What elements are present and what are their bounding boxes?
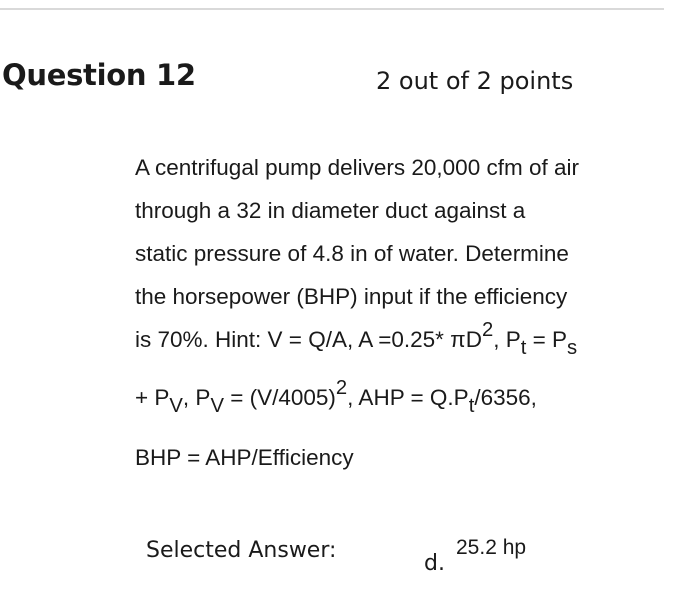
- subscript: V: [169, 395, 183, 418]
- top-divider: [0, 8, 664, 10]
- selected-answer-label: Selected Answer:: [146, 538, 337, 563]
- hint-text: , P: [493, 327, 521, 352]
- question-line: BHP = AHP/Efficiency: [135, 445, 354, 470]
- subscript: s: [567, 337, 578, 360]
- selected-answer-value: 25.2 hp: [456, 536, 527, 559]
- question-line: A centrifugal pump delivers 20,000 cfm of air: [135, 155, 579, 180]
- superscript: 2: [335, 376, 348, 399]
- superscript: 2: [481, 318, 494, 341]
- hint-text: /6356,: [474, 385, 537, 410]
- question-line: the horsepower (BHP) input if the efficiency: [135, 284, 568, 309]
- question-line: static pressure of 4.8 in of water. Determine: [135, 241, 569, 266]
- hint-text: = (V/4005): [223, 385, 336, 410]
- question-hint-line: [135, 318, 680, 376]
- hint-text: + P: [135, 385, 170, 410]
- question-hint-line: [135, 376, 680, 436]
- subscript: t: [468, 395, 475, 418]
- hint-text: is 70%. Hint: V = Q/A, A =0.25* πD: [135, 327, 482, 352]
- answer-option-letter: d.: [424, 551, 445, 576]
- hint-text: = P: [526, 327, 568, 352]
- question-title: Question 12: [2, 58, 196, 92]
- hint-text: , P: [182, 385, 211, 410]
- question-line: through a 32 in diameter duct against a: [135, 198, 526, 223]
- subscript: V: [210, 395, 224, 418]
- question-text: [135, 146, 680, 479]
- score-text: 2 out of 2 points: [376, 67, 574, 95]
- hint-text: , AHP = Q.P: [347, 385, 469, 410]
- subscript: t: [520, 337, 527, 360]
